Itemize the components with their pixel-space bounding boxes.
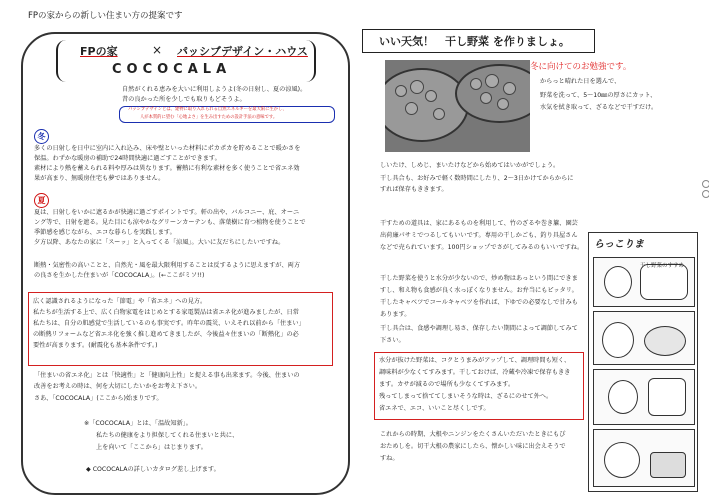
energy-text: 私たちが生活する上で、広く白物家電をはじめとする家電製品は省エネ化が進みましたが、日常 [33, 309, 299, 316]
para1-text: すれば保存もききます。 [380, 186, 448, 193]
para3-text: 下さい。 [380, 337, 405, 344]
benefits-text: 調味料が少なくてすみます。干しておけば、冷蔵や冷凍で保存もきき [379, 369, 571, 376]
energy-text: の断熱リフォームなど省エネ化を強く推し進めてきましたが、今後益々住まいの「断熱化」の必 [33, 331, 299, 338]
step-text: 水気を拭き取って、ざるなどで干すだけ。 [540, 104, 658, 111]
dried-vegetables-photo [385, 60, 530, 152]
footer-text: 私たちの健康をより担保してくれる住まいと共に、 [96, 432, 239, 439]
energy-text: 私たちは、自分の肌感覚で生活しているのも事実です。昨年の震災、いえそれ以前から「住まい」 [33, 320, 305, 327]
binder-hole [702, 190, 709, 198]
benefits-text: 水分が抜けた野菜は、コクとうまみがアップして、調理時間も短く、 [379, 357, 571, 364]
summer-text: 夕方以降、あなたの家に「スーッ」と入ってくる「涼風」。大いに友だちにしたいですね。 [34, 239, 285, 246]
benefits-text: 残ってしまって捨ててしまいそうな時は、ざるにのせて外へ。 [379, 393, 553, 400]
right-title-frame [362, 29, 595, 53]
right-subtitle: 冬に向けてのお勉強です。 [530, 62, 632, 72]
summer-mark: 夏 [34, 193, 49, 208]
para3-text: 干したキャベツでコールキャベツを作れば、下ゆでの必要なしで甘みも [380, 299, 578, 306]
benefits-text: ます。カサが減るので場所も少なくてすみます。 [379, 381, 515, 388]
footer-text: 上を向いて「ここから」はじまります。 [96, 444, 207, 451]
last-text: すね。 [380, 455, 399, 462]
comic-panel [593, 429, 695, 487]
binder-hole [702, 180, 709, 188]
comic-strip [588, 232, 698, 492]
intro-line: 自然がくれる恵みを大いに利用しようよ(冬の日射し、夏の涼風)。 [122, 86, 307, 93]
para3-text: すし、和え物も食感が良く水っぽくなりません。お弁当にもピッタリ。 [380, 287, 578, 294]
right-title: いい天気！ 干し野菜 を作りましょ。 [379, 35, 570, 48]
fp-label: FPの家 [80, 45, 118, 58]
winter-text: 保温。わずかな暖房の補助で24時間快適に過ごすことができます。 [34, 155, 221, 162]
insulation-text: の良さを生かした住まいが「COCOCALA」。(←ここがミソ!!) [34, 272, 205, 279]
winter-mark: 冬 [34, 129, 49, 144]
footer-text: ※「COCOCALA」とは、「温故知新」。 [84, 420, 192, 427]
comic-title: らっこりま [594, 239, 644, 250]
cococala-title: COCOCALA [112, 62, 232, 77]
step-text: 野菜を洗って、5〜10㎜の厚さにカット、 [540, 92, 657, 99]
energy-text: 広く認識されるようになった「節電」や「省エネ」への見方。 [33, 298, 207, 305]
passive-note: 人が本質的に望む「心地よさ」を生み出すための設計手法の意味です。 [140, 115, 278, 120]
para3-text: 干した野菜を使うと水分が少ないので、炒め物はあっという間にできま [380, 275, 578, 282]
footer-catalog: ◆ COCOCALAの詳しいカタログ差し上げます。 [86, 466, 220, 473]
comic-panel [593, 311, 695, 365]
insulation-text: 断熱・気密性の高いことと、自然光・風を最大限利用することは反するように思えますが、両方 [34, 262, 301, 269]
cross-label: × [152, 43, 163, 57]
energy-text: 要性が高まります。(耐震化も基本条件です。) [33, 342, 158, 349]
para2-text: などで売られています。100円ショップでさがしてみるのもいいですね。 [380, 244, 584, 251]
winter-text: 果が高まり、無暖房住宅も夢ではありません。 [34, 175, 165, 182]
summer-text: 夏は、日射しをいかに遮るかが快適に過ごすポイントです。軒の出や、バルコニー、庇、オーニ [34, 209, 300, 216]
step-text: からっと晴れた日を選んで、 [540, 78, 621, 85]
para3-text: 干し具合は、食感や調理し易さ、保存したい期間によって調節してみて [380, 325, 578, 332]
benefits-text: 省エネで、エコ、いいこと尽くしです。 [379, 405, 490, 412]
passive-design-label: パッシブデザイン・ハウス [177, 45, 308, 58]
summer-text: 季節感を感じながら、エコな暮らしを実践します。 [34, 229, 176, 236]
passive-note: パッシブデザインとは、建物に取り入れられる自然エネルギーを最大限に生かし、 [128, 107, 287, 112]
winter-text: 素材により熱を蓄えられる料や厚みは異なります。蓄熱に有利な素材を多く使うことで省エネ効 [34, 165, 300, 172]
last-text: これからの時期、大根やニンジンをたくさんいただいたときにもぴ [380, 431, 566, 438]
header-text: FPの家からの新しい住まい方の提案です [28, 11, 183, 21]
summer-text: ング等で、日射を遮る。見た目にも涼やかなグリーンカーテンも、落葉樹に育つ植物を使うことで [34, 219, 306, 226]
para3-text: あります。 [380, 311, 411, 318]
para2-text: 出荷廉パサミでつるしてもいいです。専用の干しかごも、釣り具屋さん [380, 232, 578, 239]
after-text: さあ、「COCOCALA」(ここから)始まりです。 [34, 395, 163, 402]
after-text: 「住まいの省エネ化」とは「快適性」と「健康向上性」と捉える事も出来ます。今後、住まいの [34, 372, 300, 379]
para1-text: 干し具合も、お好みで軽く数時間にしたり、2〜3日かけてからからに [380, 175, 574, 182]
last-text: おためしを。切干大根の農家にしたら、懐かしい味に出会えそうで [380, 443, 566, 450]
comic-panel [593, 369, 695, 425]
winter-text: 多くの日射しを日中に室内に入れ込み、床や壁といった材料にポカポカを貯めることで暖かさを [34, 145, 301, 152]
intro-line: 昔の良かった所を少しでも取りもどそうよ。 [122, 96, 246, 103]
comic-caption: 干し野菜のすすめ [640, 263, 685, 269]
after-text: 改善をお考えの時は、何を大切にしたいかをお考え下さい。 [34, 383, 202, 390]
para2-text: 干すための道具は、家にあるものを利用して、竹のざるや巻き簾、園芸 [380, 220, 578, 227]
para1-text: しいたけ、しめじ、まいたけなどから始めてはいかがでしょう。 [380, 162, 560, 169]
